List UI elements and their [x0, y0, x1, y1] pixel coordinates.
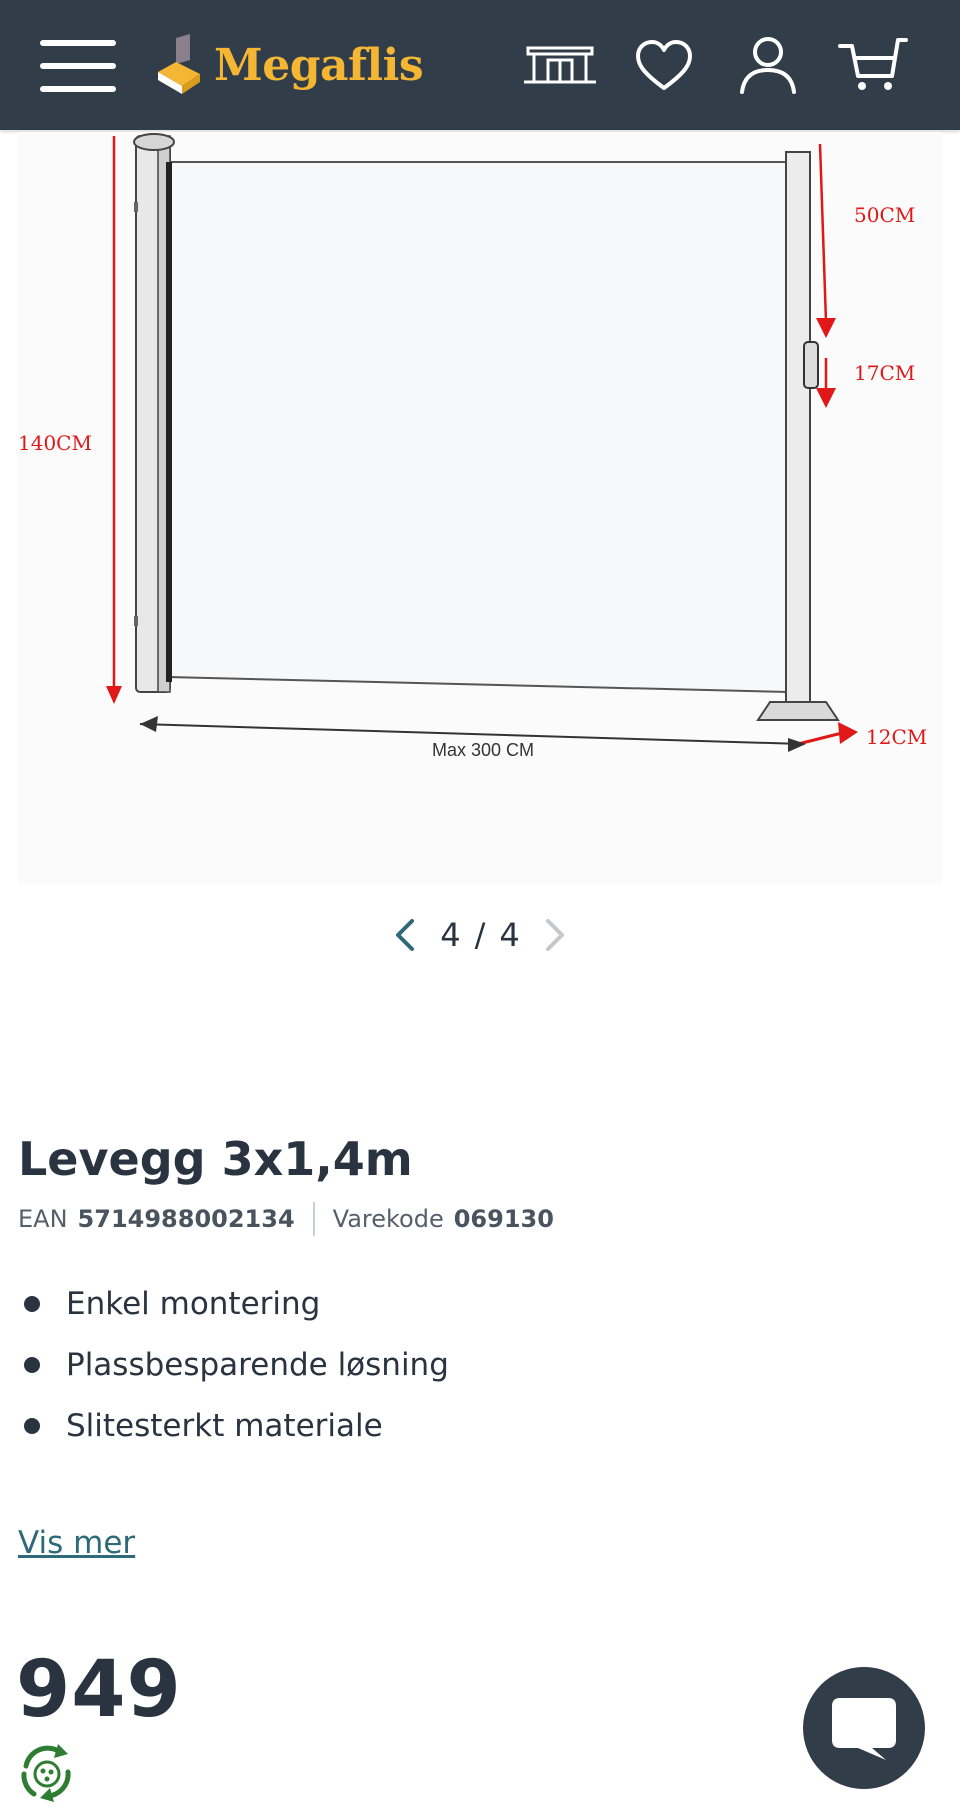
meta-divider: [313, 1202, 315, 1236]
product-identifiers: [18, 1202, 554, 1236]
height-label: 140CM: [18, 431, 92, 455]
store-icon[interactable]: [524, 36, 596, 94]
cart-icon[interactable]: [836, 36, 908, 94]
logo-mark-icon: [156, 34, 204, 96]
ean-label: EAN: [18, 1205, 68, 1233]
recycle-icon: [16, 1742, 78, 1804]
pager-current: 4: [440, 916, 461, 954]
product-image[interactable]: [18, 132, 942, 884]
megaflis-logo[interactable]: [156, 30, 423, 100]
list-item: Enkel montering: [18, 1282, 449, 1343]
handle-label: 17CM: [854, 361, 916, 385]
image-pager: [0, 910, 960, 960]
feature-list: [18, 1282, 449, 1465]
ean-value: 5714988002134: [77, 1205, 295, 1233]
menu-icon[interactable]: [40, 38, 116, 94]
list-item: Plassbesparende løsning: [18, 1343, 449, 1404]
heart-icon[interactable]: [628, 36, 700, 94]
chat-button[interactable]: [803, 1667, 925, 1789]
chevron-left-icon[interactable]: [386, 915, 426, 955]
pager-total: 4: [499, 916, 520, 954]
list-item: Slitesterkt materiale: [18, 1404, 449, 1465]
code-label: Varekode: [332, 1205, 444, 1233]
top-bar: [0, 0, 960, 130]
user-icon[interactable]: [732, 36, 804, 94]
top-gap-label: 50CM: [854, 203, 916, 227]
dimension-drawing: [18, 132, 942, 884]
pager-separator: /: [474, 916, 486, 954]
brand-name: Megaflis: [214, 39, 424, 91]
chevron-right-icon[interactable]: [534, 915, 574, 955]
base-label: 12CM: [866, 725, 928, 749]
width-label: Max 300 CM: [432, 740, 535, 760]
show-more-link[interactable]: Vis mer: [18, 1525, 136, 1561]
product-title: Levegg 3x1,4m: [18, 1132, 413, 1186]
chat-bubble-icon: [828, 1692, 900, 1764]
code-value: 069130: [453, 1205, 554, 1233]
product-price: 949: [16, 1645, 182, 1735]
